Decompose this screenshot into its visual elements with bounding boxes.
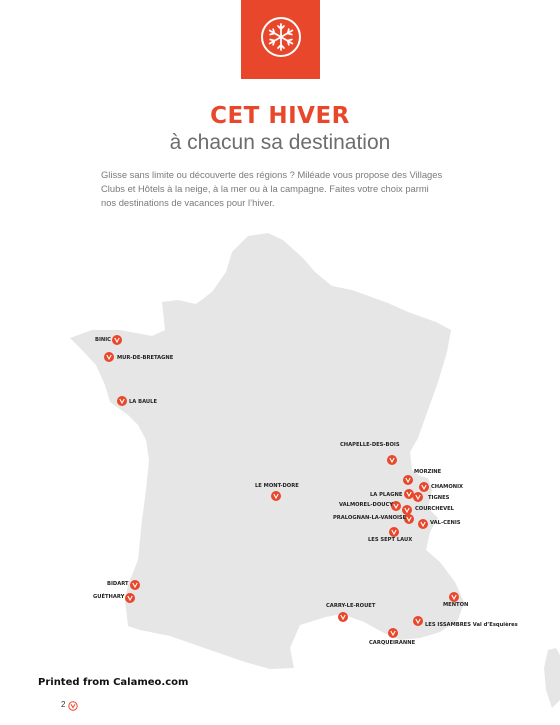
marker-circle: [403, 475, 413, 485]
marker-courchevel: [402, 505, 412, 515]
mileade-logo-icon: [68, 698, 78, 716]
label-carry-le-rouet: CARRY-LE-ROUET: [326, 603, 376, 609]
marker-circle: [388, 628, 398, 638]
marker-les-sept-laux: [389, 527, 399, 537]
label-pralognan: PRALOGNAN-LA-VANOISE: [333, 515, 407, 521]
label-chapelle-des-bois: CHAPELLE-DES-BOIS: [340, 442, 400, 448]
marker-carqueiranne: [388, 628, 398, 638]
marker-chapelle-des-bois: [387, 455, 397, 465]
label-mur-de-bretagne: MUR-DE-BRETAGNE: [117, 355, 174, 361]
page-subtitle: à chacun sa destination: [169, 131, 391, 154]
marker-circle: [125, 593, 135, 603]
marker-le-mont-dore: [271, 491, 281, 501]
label-les-sept-laux: LES SEPT LAUX: [368, 537, 413, 543]
label-carqueiranne: CARQUEIRANNE: [369, 640, 416, 646]
marker-binic: [112, 335, 122, 345]
marker-la-baule: [117, 396, 127, 406]
label-le-mont-dore: LE MONT-DORE: [255, 483, 299, 489]
marker-chamonix: [419, 482, 429, 492]
label-valmorel-doucy: VALMOREL-DOUCY: [339, 502, 394, 508]
label-tignes: TIGNES: [428, 495, 450, 501]
marker-circle: [404, 489, 414, 499]
marker-circle: [130, 580, 140, 590]
marker-menton: [449, 592, 459, 602]
page-title: CET HIVER: [210, 103, 350, 129]
label-les-issambres: LES ISSAMBRES Val d’Esquières: [425, 622, 518, 628]
label-morzine: MORZINE: [414, 469, 442, 475]
marker-circle: [389, 527, 399, 537]
label-guethary: GUÉTHARY: [93, 594, 125, 600]
label-menton: MENTON: [443, 602, 469, 608]
france-mainland-shape: [70, 233, 464, 669]
marker-bidart: [130, 580, 140, 590]
label-courchevel: COURCHEVEL: [415, 506, 454, 512]
marker-circle: [418, 519, 428, 529]
marker-circle: [402, 505, 412, 515]
marker-mur-de-bretagne: [104, 352, 114, 362]
marker-guethary: [125, 593, 135, 603]
marker-les-issambres: [413, 616, 423, 626]
marker-circle: [413, 492, 423, 502]
intro-line: Clubs et Hôtels à la neige, à la mer ou à la campagne. Faites votre choix parmi: [101, 183, 429, 194]
marker-circle: [271, 491, 281, 501]
marker-circle: [104, 352, 114, 362]
marker-circle: [413, 616, 423, 626]
marker-morzine: [403, 475, 413, 485]
page-number: 2: [61, 700, 66, 709]
marker-circle: [387, 455, 397, 465]
label-chamonix: CHAMONIX: [431, 484, 464, 490]
printed-from-notice: Printed from Calameo.com: [38, 677, 189, 688]
marker-circle: [338, 612, 348, 622]
marker-circle: [419, 482, 429, 492]
marker-val-cenis: [418, 519, 428, 529]
marker-circle: [112, 335, 122, 345]
label-la-baule: LA BAULE: [129, 399, 157, 405]
marker-carry-le-rouet: [338, 612, 348, 622]
label-val-cenis: VAL-CENIS: [430, 520, 461, 526]
label-bidart: BIDART: [107, 581, 129, 587]
corsica-shape: [544, 648, 560, 708]
intro-line: Glisse sans limite ou découverte des régions ? Miléade vous propose des Villages: [101, 169, 443, 180]
intro-line: nos destinations de vacances pour l’hiver.: [101, 197, 275, 208]
marker-tignes: [413, 492, 423, 502]
label-binic: BINIC: [95, 337, 111, 343]
label-la-plagne: LA PLAGNE: [370, 492, 403, 498]
marker-circle: [449, 592, 459, 602]
marker-circle: [117, 396, 127, 406]
marker-la-plagne: [404, 489, 414, 499]
